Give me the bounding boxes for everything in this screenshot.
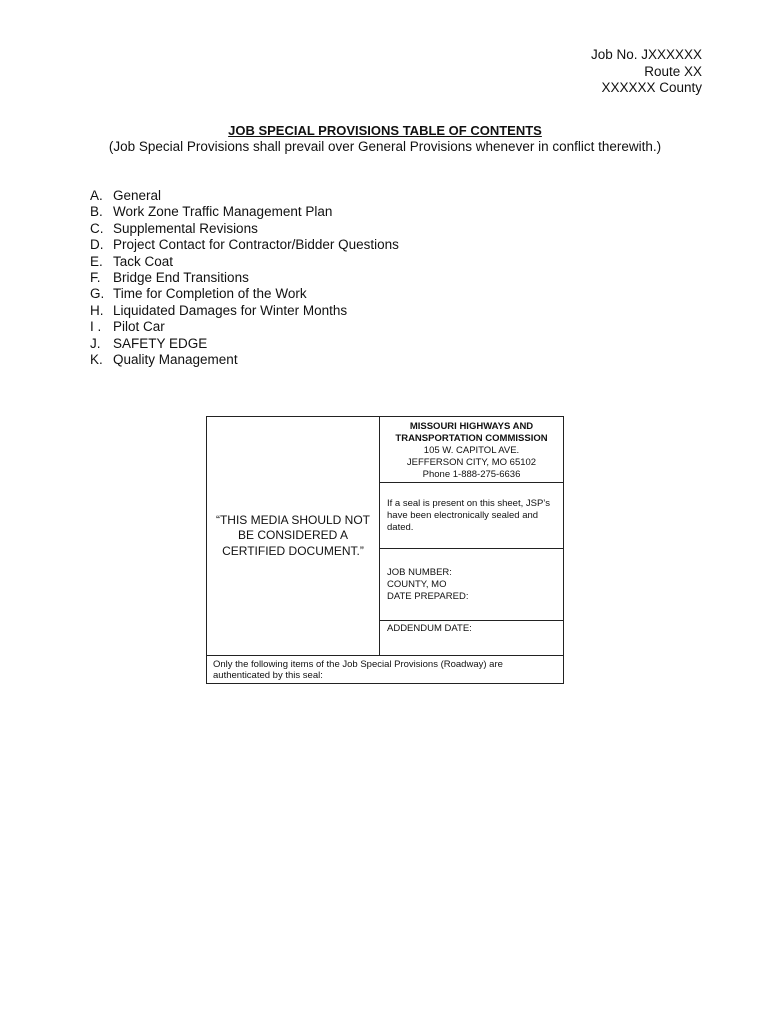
toc-item [90,352,399,368]
toc-label: SAFETY EDGE [113,335,208,351]
toc-letter: H. [90,302,104,318]
toc-item [90,270,399,286]
toc-label: Liquidated Damages for Winter Months [113,302,348,318]
page-title: JOB SPECIAL PROVISIONS TABLE OF CONTENTS [228,123,542,138]
toc-item [90,319,399,335]
seal-area [207,417,380,655]
toc-label: General [113,188,162,203]
seal-info-column [380,417,563,655]
toc-label: Time for Completion of the Work [113,286,307,302]
toc-letter: J. [90,335,101,351]
toc-letter: B. [90,204,103,220]
page-subtitle: (Job Special Provisions shall prevail over General Provisions whenever in conflict therewith.) [108,139,662,154]
toc-letter: F. [90,270,101,286]
route: Route XX [644,63,702,79]
toc-item [90,286,399,302]
toc-letter: E. [90,253,103,269]
media-notice: “THIS MEDIA SHOULD NOT BE CONSIDERED A CERTIFIED DOCUMENT.” [215,512,370,558]
commission-address2: JEFFERSON CITY, MO 65102 [406,457,537,468]
commission-cell [380,417,563,483]
county: XXXXXX County [601,80,702,95]
seal-box [206,416,564,684]
county-label: COUNTY, MO [387,579,447,590]
toc-label: Supplemental Revisions [113,220,258,236]
toc-letter: A. [90,188,103,203]
toc-item [90,188,399,204]
commission-name-line2: TRANSPORTATION COMMISSION [395,433,548,444]
toc-label: Quality Management [113,352,238,368]
toc-item [90,336,399,352]
job-number-label: JOB NUMBER: [387,567,452,578]
seal-note-cell [380,483,563,549]
job-info-cell [380,549,563,621]
toc-label: Pilot Car [113,319,165,335]
commission-name-line1: MISSOURI HIGHWAYS AND [409,421,534,432]
toc-letter: C. [90,220,104,236]
commission-phone: Phone 1-888-275-6636 [422,469,521,480]
toc-item [90,204,399,220]
addendum-cell [380,621,563,655]
table-of-contents [90,188,399,368]
commission-address1: 105 W. CAPITOL AVE. [423,445,520,456]
job-number: Job No. JXXXXXX [590,47,702,62]
toc-label: Bridge End Transitions [113,270,249,286]
toc-letter: G. [90,286,105,302]
toc-item [90,303,399,319]
toc-letter: K. [90,352,103,368]
seal-footer-note: Only the following items of the Job Special Provisions (Roadway) are authenticated by this seal: [207,655,563,683]
job-header [591,47,702,97]
toc-label: Project Contact for Contractor/Bidder Questions [113,237,399,253]
toc-item [90,237,399,253]
toc-label: Work Zone Traffic Management Plan [113,204,333,220]
toc-item [90,254,399,270]
toc-letter: I . [90,319,102,335]
toc-item [90,221,399,237]
addendum-date-label: ADDENDUM DATE: [387,623,472,634]
date-prepared-label: DATE PREPARED: [387,591,469,602]
toc-label: Tack Coat [113,253,174,269]
toc-letter: D. [90,237,104,253]
seal-note: If a seal is present on this sheet, JSP’s have been electronically sealed and dated. [387,498,550,533]
